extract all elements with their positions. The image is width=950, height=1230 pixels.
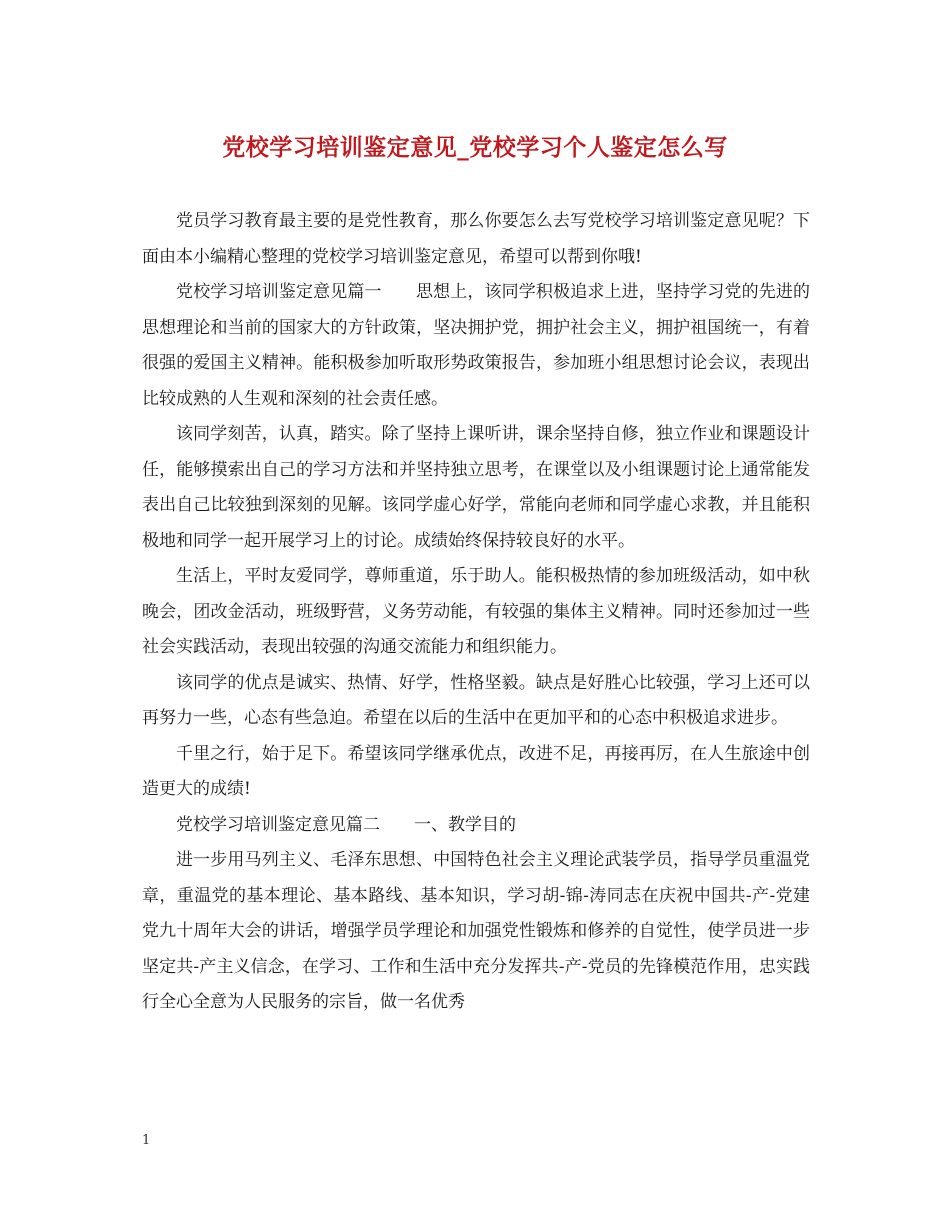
body-paragraph: 该同学刻苦，认真，踏实。除了坚持上课听讲，课余坚持自修，独立作业和课题设计任，能够摸索出自己的学习方法和并坚持独立思考，在课堂以及小组课题讨论上通常能发表出自己比较独到深刻的见解。该同学虚心好学，常能向老师和同学虚心求教，并且能积极地和同学一起开展学习上的讨论。成绩始终保持较良好的水平。 [142, 424, 810, 551]
page-number: 1 [142, 1133, 151, 1148]
document-body [142, 204, 810, 1021]
document-title: 党校学习培训鉴定意见_党校学习个人鉴定怎么写 [222, 134, 728, 161]
body-paragraph: 该同学的优点是诚实、热情、好学，性格坚毅。缺点是好胜心比较强，学习上还可以再努力一些，心态有些急迫。希望在以后的生活中在更加平和的心态中积极追求进步。 [142, 672, 810, 728]
body-paragraph: 进一步用马列主义、毛泽东思想、中国特色社会主义理论武装学员，指导学员重温党章，重温党的基本理论、基本路线、基本知识，学习胡-锦-涛同志在庆祝中国共-产-党建党九十周年大会的讲话，增强学员学理论和加强党性锻炼和修养的自觉性，使学员进一步坚定共-产主义信念，在学习、工作和生活中充分发挥共-产-党员的先锋模范作用，忠实践行全心全意为人民服务的宗旨，做一名优秀 [142, 850, 810, 1012]
body-paragraph: 千里之行，始于足下。希望该同学继承优点，改进不足，再接再厉，在人生旅途中创造更大的成绩! [142, 743, 810, 799]
body-paragraph: 生活上，平时友爱同学，尊师重道，乐于助人。能积极热情的参加班级活动，如中秋晚会，团改金活动，班级野营，义务劳动能，有较强的集体主义精神。同时还参加过一些社会实践活动，表现出较强的沟通交流能力和组织能力。 [142, 566, 810, 657]
body-paragraph: 党员学习教育最主要的是党性教育，那么你要怎么去写党校学习培训鉴定意见呢？下面由本小编精心整理的党校学习培训鉴定意见，希望可以帮到你哦! [142, 211, 810, 267]
body-paragraph: 党校学习培训鉴定意见篇二 一、教学目的 [176, 814, 516, 835]
body-paragraph: 党校学习培训鉴定意见篇一 思想上，该同学积极追求上进，坚持学习党的先进的思想理论和当前的国家大的方针政策，坚决拥护党，拥护社会主义，拥护祖国统一，有着很强的爱国主义精神。能积极参加听取形势政策报告，参加班小组思想讨论会议，表现出比较成熟的人生观和深刻的社会责任感。 [142, 282, 810, 409]
